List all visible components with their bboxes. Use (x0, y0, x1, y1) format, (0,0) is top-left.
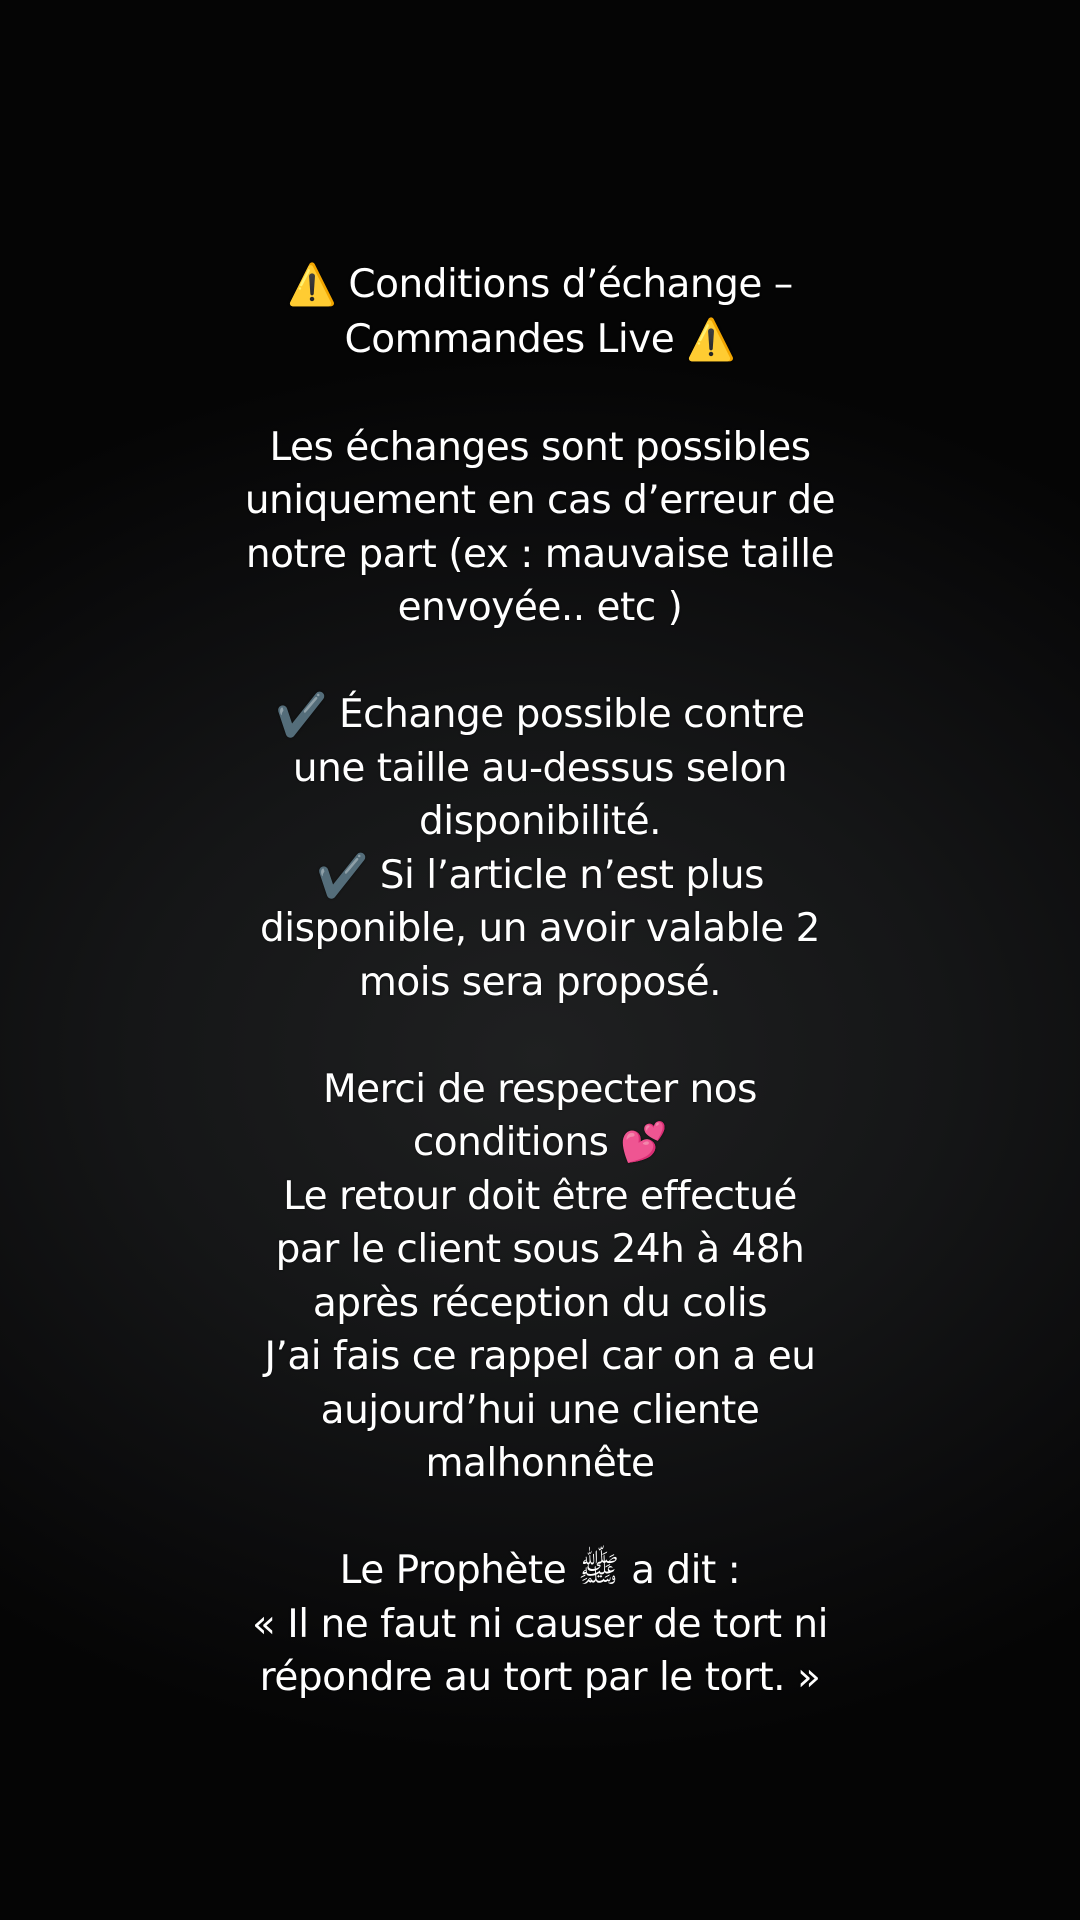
return-line: J’ai fais ce rappel car on a eu (264, 1334, 816, 1379)
intro-line: envoyée.. etc ) (397, 585, 683, 630)
quote-intro (200, 1544, 880, 1598)
title-line-1 (200, 258, 880, 313)
return-line: par le client sous 24h à 48h (275, 1227, 805, 1272)
check-mark-icon: ✔️ (316, 850, 368, 900)
spacer (200, 1491, 880, 1545)
spacer (200, 367, 880, 421)
story-text-block (200, 258, 880, 1705)
rule-2-line-1 (200, 849, 880, 903)
intro-line: uniquement en cas d’erreur de (244, 478, 836, 523)
title-text-1: Conditions d’échange – (348, 262, 793, 307)
quote-intro-suffix: a dit : (631, 1548, 741, 1593)
warning-icon: ⚠️ (287, 262, 337, 308)
rule-1-line-2: une taille au-dessus selon (292, 745, 788, 791)
title-line-2 (200, 313, 880, 368)
quote-line-2: répondre au tort par le tort. » (259, 1655, 821, 1700)
return-line: malhonnête (425, 1441, 655, 1486)
spacer (200, 1009, 880, 1063)
intro-line: notre part (ex : mauvaise taille (245, 531, 835, 577)
rule-2-line-2: disponible, un avoir valable 2 (260, 906, 820, 951)
quote-line-1: « Il ne faut ni causer de tort ni (252, 1601, 828, 1647)
quote-intro-text: Le Prophète (339, 1548, 567, 1593)
thanks-line-1: Merci de respecter nos (323, 1066, 757, 1112)
check-mark-icon: ✔️ (275, 690, 328, 739)
return-line: aujourd’hui une cliente (320, 1387, 760, 1433)
rule-1-text: Échange possible contre (339, 692, 805, 737)
title-text-2: Commandes Live (344, 316, 675, 362)
rule-2-line-3: mois sera proposé. (358, 959, 722, 1005)
spacer (200, 635, 880, 689)
two-hearts-icon: 💕 (620, 1120, 668, 1164)
rule-1-line-1 (200, 688, 880, 742)
thanks-text: conditions (412, 1120, 609, 1165)
honorific-icon: ﷺ (578, 1550, 620, 1590)
warning-icon: ⚠️ (686, 316, 736, 363)
return-line: après réception du colis (312, 1280, 768, 1326)
intro-line: Les échanges sont possibles (269, 424, 811, 470)
return-line: Le retour doit être effectué (283, 1173, 797, 1219)
thanks-line-2 (200, 1116, 880, 1170)
rule-1-line-3: disponibilité. (418, 799, 662, 844)
rule-2-text: Si l’article n’est plus (379, 852, 764, 898)
